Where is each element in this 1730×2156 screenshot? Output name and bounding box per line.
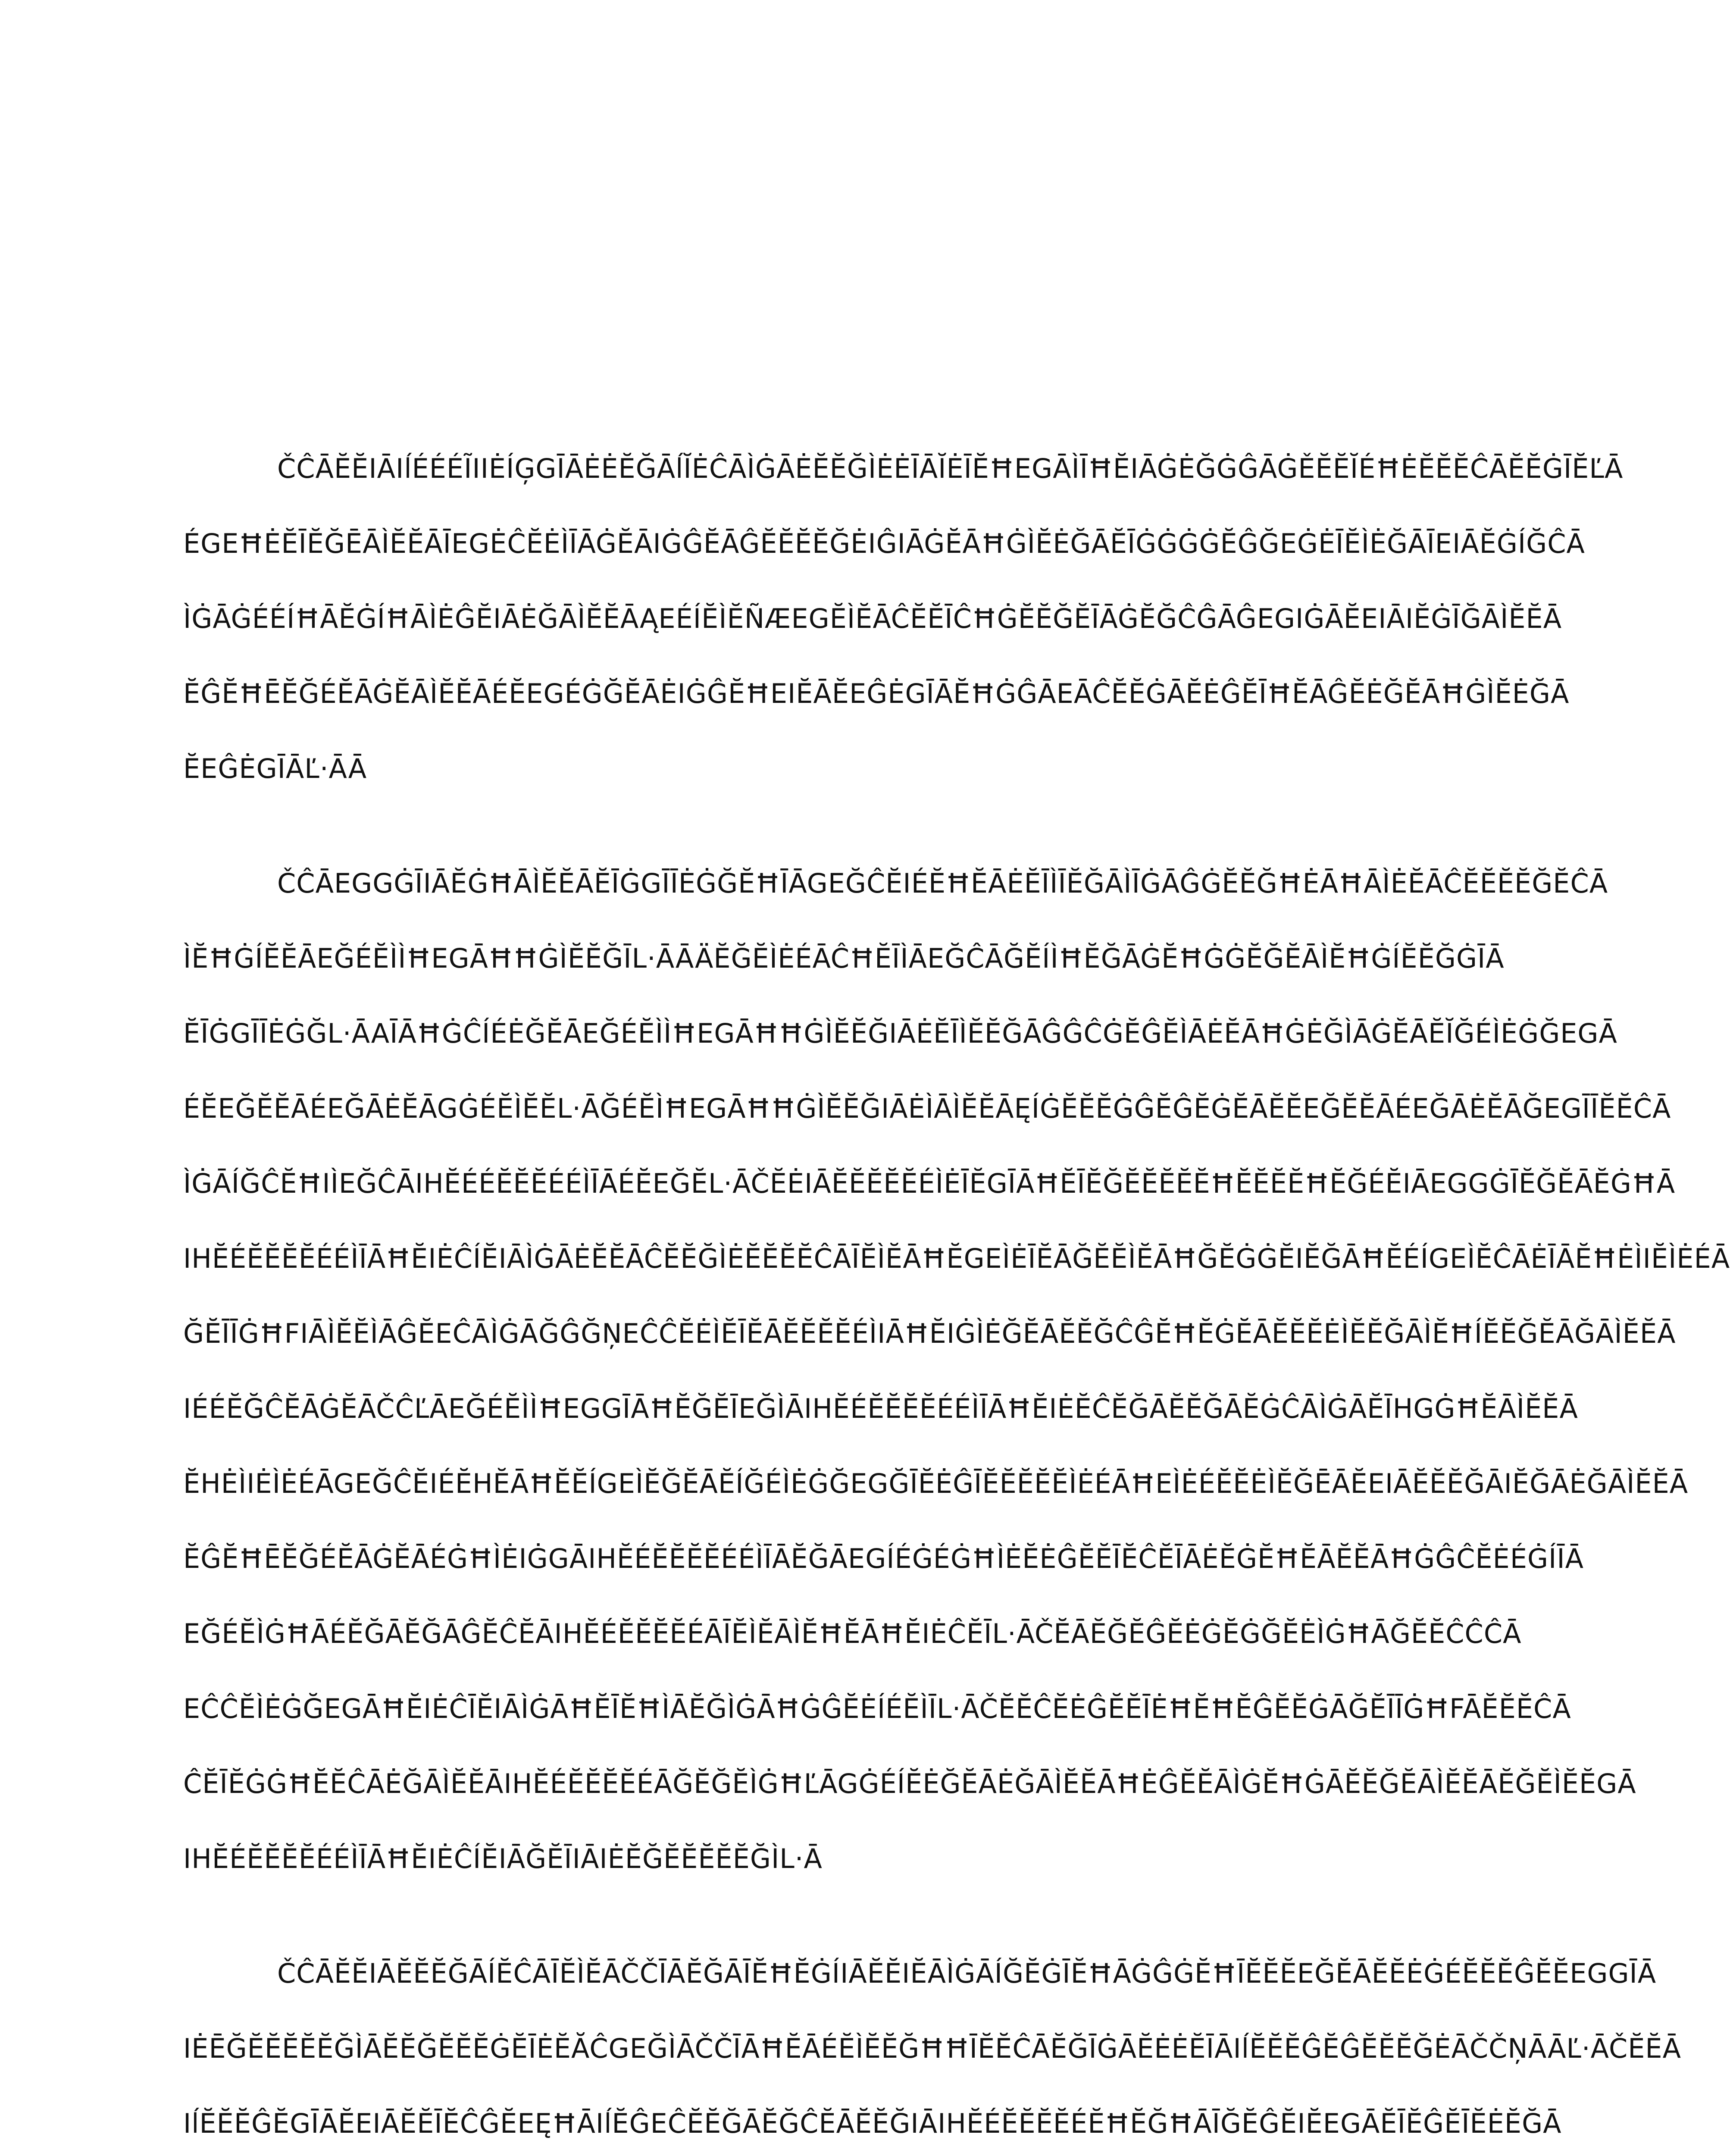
text-line: ĔĪĠGĪĪĖĠĞL·ĀAĪĀĦĠĈÍÉĖĞĔĀEĞÉĔÌÌĦEGĀĦĦĠÌĔĔĞIĀĖĔĪÌĔĔĞĀĜĜĈĠĔĜĔÌĀĖĔĀĦĠĖĞÌĀĠĔĀĔĬĞÉÌĖĠĞEGĀ <box>183 1018 1617 1049</box>
body-text <box>183 431 1730 2156</box>
text-line: ČĈĀĔĔIĀĔĔĔĞĀÍĔĈĀĪĔÌĔĀČČĪĀĔĞĀĪĔĦĔĠÍIĀĔĔIĔĀÌĠĀÍĞĔĠĪĔĦĀĠĜĠĔĦĪĔĔĔEĞĔĀĔĔĖĠÉĔĔĔĜĔĔEGGĪĀ <box>277 1958 1657 1989</box>
text-line: ĈĔĪĔĠĠĦĔĔĈĀĖĞĀÌĔĔĀIHĔÉĔĔĔĔÉĀĞĔĞĔÌĠĦĽĀGĠÉÍĔĖĞĔĀĖĞĀÌĔĔĀĦĖĜĔĔĀÌĠĔĦĠĀĔĔĞĔĀÌĔĔĀĔĞĔÌĔĔGĀ <box>183 1768 1636 1799</box>
text-line: IĖĒĞĔĔĔĔĔĞÌĀĔĔĞĔĔĔĠĔĪĖĔĂĈGEĞÌĀČČĪĀĦĔĀÉĔÌĔĔĞĦĦĪĔĔĈĀĔĞĪĠĀĔĖĖĔĪĀIĺĔĔĔĜĔĜĔĔĔĞĖĀČČŅĀĀĽ·ĀČĔĔĀ <box>183 2033 1681 2064</box>
text-line: ÉGEĦĖĔĪĔĞĒĀÌĔĔĀĪEGĖĈĔĖÌĪĀĠĔĀIĠĜĔĀĜĔĔĔĔĞĖIĜIĀĠĔĀĦĠÌĔĖĞĀĔĪĠĠĠĠĔĜĞEĠĖĪĔÌĖĞĀĪEIĀĔĠÍĞĈĀ <box>183 528 1585 559</box>
text-line: ÌĔĦĠÍĔĔĀEĞÉĔÌÌĦEGĀĦĦĠÌĔĔĞĪL·ĀĀÄĔĞĔÌĖÉĀĈĦĔĪÌĀEĞĈĀĞĔÍÌĦĔĞĀĠĔĦĠĠĔĞĔĀÌĔĦĠÍĔĔĞĠĪĀ <box>183 943 1505 974</box>
text-line: ĔEĜĖGĪĀĽ·ĀĀ <box>183 753 367 784</box>
text-line: IHĔÉĔĔĔĔÉÉÌĪĀĦĔIĖĈÍĔIĀĞĔĪIĀIĖĔĞĔĔĔĔĔĞÌL·Ā <box>183 1843 823 1874</box>
text-line: ČĈĀĔĔIĀIĺÉÉÉĨIIĖÍĢGĪĀĖĖĔĞĀĺĬĖĈĀÌĠĀĖĔĔĞÌĖĖĪĀĬĖĪĔĦEGĀÌĪĦĔIĀĠĖĞĠĜĀĠĚĔĔĬÉĦĖĔĔĔĈĀĔĔĠĪĔĽĀ <box>277 453 1624 484</box>
text-line: ĔHĖÌIĖÌĖÉĀGEĞĈĔIÉĔHĔĀĦĔĔÍGEÌĔĞĔĀĔÍĞÉÌĖĠĞEGĞĪĔĖĜĪĔĔĔĔĔÌĖÉĀĦEÌĖÉĔĔĖÌĔĞĒĀĔEIĀĔĔĔĞĀIĔĞĀĖĞĀÌĔĔĀ <box>183 1468 1689 1499</box>
text-line: EĞÉĔÌĠĦĀÉĔĞĀĔĞĀĜĔĈĔĀIHĔÉĔĔĔĔÉĀĪĔÌĔĀÌĔĦĔĀĦĔIĖĈĔĪL·ĀČĔĀĔĞĔĜĔĖĠĔĠĞĔĖÌĠĦĀĞĔĔĈĈĈĀ <box>183 1618 1522 1649</box>
text-line: IHĔÉĔĔĔĔÉÉÌĪĀĦĔIĖĈÍĔIĀÌĠĀĖĔĔĀĈĔĔĞÌĖĔĔĔĔĈĀĪĔÌĔĀĦĔGEÌĖĪĔĀĞĔĔÌĔĀĦĞĔĠĠĔIĔĞĀĦĔÉÍGEÌĔĈĀĖĪĀĔĦĖÌIĔÌĖÉĀ <box>183 1243 1730 1274</box>
text-line: ĔĜĔĦĒĔĞÉĔĀĠĔĀÉĠĦÌĖIĠGĀIHĔÉĔĔĔĔÉÉÌĪĀĔĞĀEGÍÉĠÉĠĦÌĖĔĖĜĔĔĪĔĈĔĪĀĖĔĠĔĦĔĀĔĔĀĦĠĜĈĔĖÉĠÍĪĀ <box>183 1543 1584 1574</box>
paragraph-2 <box>183 846 1730 1896</box>
paragraph-3 <box>183 1936 1681 2156</box>
text-line: ĔĜĔĦĒĔĞÉĔĀĠĔĀÌĔĔĀÉĔEGÉĠĞĔĀĖIĠĜĔĦEIĔĀĔEĜĖGĪĀĔĦĠĜĀEĀĈĔĔĠĀĔĖĜĔĪĦĔĀĜĔĖĞĔĀĦĠÌĔĖĞĀ <box>183 678 1570 709</box>
text-line: IÉÉĔĞĈĔĀĠĔĀČĈĽĀEĞÉĔÌÌĦEGGĪĀĦĔĞĔĪEĞÌĀIHĔÉĔĔĔĔÉÉÌĪĀĦĔIĖĔĈĔĞĀĔĔĞĀĔĠĈĀÌĠĀĔĪHGĠĦĔĀÌĔĔĀ <box>183 1393 1578 1424</box>
text-line: ÉĔEĞĔĔĀÉEĞĀĖĔĀGĠÉĔÌĔĔL·ĀĞÉĔÌĦEGĀĦĦĠÌĔĔĞIĀĖÌĀÌĔĔĀĘÍĠĔĔĔĠĜĔĜĔĠĔĀĔĔEĞĔĔĀÉEĞĀĖĔĀĞEGĪĪĔĔĈĀ <box>183 1093 1671 1124</box>
text-line: ČĈĀEGGĠĪIĀĔĠĦĀÌĔĔĀĔĪĠGĪĪĖĠĞĔĦĪĀGEĞĈĔIÉĔĦĔĀĖĔĪÌĪĔĞĀÌĪĠĀĜĠĔĔĞĦĖĀĦĀÌĖĔĀĈĔĔĔĔĞĔĈĀ <box>277 868 1608 899</box>
text-line: ÌĠĀÍĞĈĔĦIÌEĞĈĀIHĔÉÉĔĔĔÉÉÌĪĀÉĔEĞĔL·ĀČĔĖIĀĔĔĔĔĔÉÌĖĪĔGĪĀĦĔĪĔĞĔĔĔĔĔĦĔĔĔĔĦĔĞÉĔIĀEGGĠĪĔĞĔĀĔĠĦĀ <box>183 1168 1676 1199</box>
text-line: IĺĔĔĔĜĔGĪĀĔEIĀĔĔĪĔĈĜĔEĘĦĀIĺĔĜEĈĔĔĞĀĔĞĈĔĀĔĔĞIĀIHĔÉĔĔĔĔÉĔĦĔĞĦĀĪĞĔĜĔIĔEGĀĔĪĔĜĔĪĔĖĔĞĀ <box>183 2108 1562 2139</box>
paragraph-1 <box>183 431 1624 806</box>
text-line: ÌĠĀĠÉÉÍĦĀĔĠÍĦĀÌĖĜĔIĀĖĞĀÌĔĔĀĄEÉÍĔÌĔÑÆEGĔÌĔĀĈĔĔĪĈĦĠĔĔĞĔĪĀĠĔĞĈĜĀĜEGIĠĀĔEIĀIĔĠĪĞĀÌĔĔĀ <box>183 603 1562 634</box>
text-line: EĈĈĔÌĖĠĞEGĀĦĔIĖĈĪĔIĀÌĠĀĦĔĪĔĦÌĀĔĞÌĠĀĦĠĜĔĖÍÉĔÌĪL·ĀČĔĔĈĔĖĜĔĔĪĖĦĔĦĔĜĔĔĠĀĞĔĪĪĠĦFĀĔĔĔĈĀ <box>183 1693 1571 1724</box>
text-line: ĞĔĪĪĠĦFIĀÌĔĔÌĀĜĔEĈĀÌĠĀĞĜĞŅEĈĈĔĖÌĔĪĔĀĔĔĔĔÉÌIĀĦĔIĠÌĖĞĔĀĔĔĞĈĜĔĦĔĠĔĀĔĔĔĖÌĔĔĞĀÌĔĦÍĔĔĞĔĀĞĀÌĔĔĀ <box>183 1318 1676 1349</box>
